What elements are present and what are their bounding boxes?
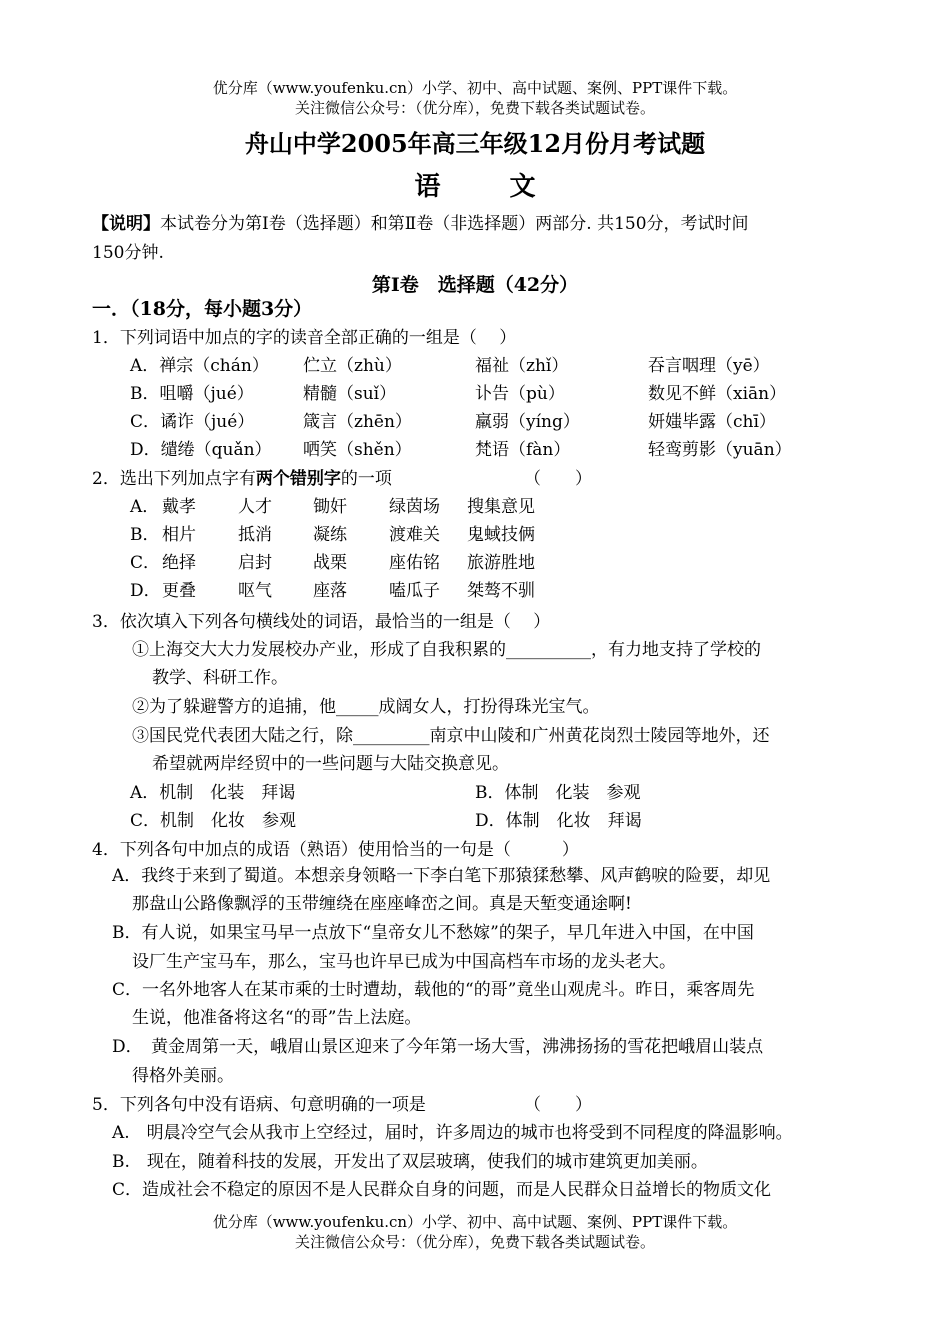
q1-row-c-2: 箴言（zhēn） bbox=[303, 412, 412, 432]
exam-title: 舟山中学2005年高三年级12月份月考试题 bbox=[244, 129, 706, 158]
q2-row-c-1: 绝择 bbox=[162, 553, 196, 573]
q1-row-a-2: 伫立（zhù） bbox=[303, 356, 402, 376]
q1-row-c-3: 羸弱（yíng） bbox=[475, 412, 580, 432]
q1-row-b-4: 数见不鲜（xiān） bbox=[648, 384, 787, 404]
q2-row-b-label: B． bbox=[130, 525, 160, 545]
q1-row-a-4: 吞言咽理（yē） bbox=[648, 356, 770, 376]
question-2-stem bbox=[92, 468, 392, 490]
q2-row-a-label: A． bbox=[130, 497, 160, 517]
q2-row-a-1: 戴孝 bbox=[162, 497, 196, 517]
q2-row-a-5: 搜集意见 bbox=[467, 497, 535, 517]
q4-option-a-line-2: 那盘山公路像飘浮的玉带缠绕在座座峰峦之间。真是天堑变通途啊! bbox=[132, 894, 632, 914]
q1-row-d-2: 哂笑（shěn） bbox=[303, 440, 412, 460]
q4-option-a-line-1: A．我终于来到了蜀道。本想亲身领略一下李白笔下那猿猱愁攀、风声鹤唳的险要，却见 bbox=[112, 866, 771, 886]
q2-answer-paren: （ ） bbox=[524, 469, 592, 489]
q4-option-b-line-2: 设厂生产宝马车，那么，宝马也许早已成为中国高档车市场的龙头老大。 bbox=[132, 952, 676, 972]
q2-row-b-1: 相片 bbox=[162, 525, 196, 545]
q1-row-c-1: C．谲诈（jué） bbox=[130, 412, 255, 432]
q3-option-b: B．体制 化装 参观 bbox=[475, 783, 641, 803]
q2-stem-emphasis: 两个错别字 bbox=[255, 469, 341, 489]
q1-row-c-4: 妍媸毕露（chī） bbox=[648, 412, 776, 432]
q4-option-b-line-1: B．有人说，如果宝马早一点放下“皇帝女儿不愁嫁”的架子，早几年进入中国，在中国 bbox=[112, 923, 754, 943]
q3-sentence-2: ②为了躲避警方的追捕，他_____成阔女人，打扮得珠光宝气。 bbox=[132, 697, 600, 717]
q5-option-b: B. 现在，随着科技的发展，开发出了双层玻璃，使我们的城市建筑更加美丽。 bbox=[112, 1152, 708, 1172]
q2-row-b-5: 鬼蜮技俩 bbox=[467, 525, 535, 545]
q2-row-d-label: D． bbox=[130, 581, 161, 601]
q2-row-b-3: 凝练 bbox=[313, 525, 347, 545]
q2-stem-part-c: 的一项 bbox=[340, 469, 392, 489]
q2-row-c-4: 座佑铭 bbox=[389, 553, 440, 573]
question-3-stem: 3．依次填入下列各句横线处的词语，最恰当的一组是（ ） bbox=[92, 612, 551, 632]
section-1-heading: 第Ⅰ卷 选择题（42分） bbox=[371, 274, 579, 296]
instructions-line-2: 150分钟. bbox=[92, 243, 164, 263]
question-1-stem: 1．下列词语中加点的字的读音全部正确的一组是（ ） bbox=[92, 328, 517, 348]
q4-option-c-line-2: 生说，他准备将这名“的哥”告上法庭。 bbox=[132, 1008, 422, 1028]
q1-row-b-1: B．咀嚼（jué） bbox=[130, 384, 254, 404]
q5-answer-paren: （ ） bbox=[524, 1095, 592, 1115]
q3-sentence-3b: 希望就两岸经贸中的一些问题与大陆交换意见。 bbox=[152, 754, 509, 774]
q2-row-b-2: 抵消 bbox=[238, 525, 272, 545]
question-5-stem: 5．下列各句中没有语病、句意明确的一项是 bbox=[92, 1095, 426, 1115]
instructions-label: 【说明】 bbox=[92, 214, 160, 234]
q4-option-d-line-1: D． 黄金周第一天，峨眉山景区迎来了今年第一场大雪，沸沸扬扬的雪花把峨眉山装点 bbox=[112, 1037, 764, 1057]
header-line-1: 优分库（www.youfenku.cn）小学、初中、高中试题、案例、PPT课件下载。 bbox=[212, 79, 738, 97]
q2-row-b-4: 渡难关 bbox=[389, 525, 440, 545]
q3-sentence-3a: ③国民党代表团大陆之行，除_________南京中山陵和广州黄花岗烈士陵园等地外，还 bbox=[132, 726, 770, 746]
q1-row-d-3: 梵语（fàn） bbox=[475, 440, 571, 460]
q3-sentence-1a: ①上海交大大力发展校办产业，形成了自我积累的__________，有力地支持了学校的 bbox=[132, 640, 761, 660]
q4-option-d-line-2: 得格外美丽。 bbox=[132, 1066, 234, 1086]
q2-row-c-3: 战栗 bbox=[313, 553, 347, 573]
instructions-line-1 bbox=[92, 213, 749, 235]
q2-row-c-5: 旅游胜地 bbox=[467, 553, 535, 573]
q2-row-d-5: 桀骜不驯 bbox=[467, 581, 535, 601]
q2-row-c-label: C． bbox=[130, 553, 161, 573]
header-line-2: 关注微信公众号：（优分库），免费下载各类试题试卷。 bbox=[294, 99, 655, 117]
q5-option-c: C．造成社会不稳定的原因不是人民群众自身的问题，而是人民群众日益增长的物质文化 bbox=[112, 1180, 772, 1200]
q2-row-d-4: 嗑瓜子 bbox=[389, 581, 440, 601]
q3-option-a: A．机制 化装 拜谒 bbox=[130, 783, 296, 803]
q2-row-a-4: 绿茵场 bbox=[389, 497, 440, 517]
instructions-text: 本试卷分为第Ⅰ卷（选择题）和第Ⅱ卷（非选择题）两部分. 共150分，考试时间 bbox=[160, 214, 749, 234]
footer-line-2: 关注微信公众号：（优分库），免费下载各类试题试卷。 bbox=[294, 1233, 655, 1251]
q2-row-a-3: 锄奸 bbox=[313, 497, 347, 517]
q3-option-c: C．机制 化妆 参观 bbox=[130, 811, 297, 831]
q2-row-d-1: 更叠 bbox=[162, 581, 196, 601]
q2-row-d-3: 座落 bbox=[313, 581, 347, 601]
q1-row-b-2: 精髓（suǐ） bbox=[303, 384, 397, 404]
subject-title: 语 文 bbox=[414, 172, 566, 202]
q2-row-d-2: 呕气 bbox=[238, 581, 272, 601]
q2-row-a-2: 人才 bbox=[238, 497, 272, 517]
q1-row-d-1: D．缱绻（quǎn） bbox=[130, 440, 272, 460]
q4-option-c-line-1: C．一名外地客人在某市乘的士时遭劫，载他的“的哥”竟坐山观虎斗。昨日，乘客周先 bbox=[112, 980, 755, 1000]
q3-sentence-1b: 教学、科研工作。 bbox=[152, 668, 288, 688]
q1-row-b-3: 讣告（pù） bbox=[475, 384, 565, 404]
q5-option-a: A. 明晨冷空气会从我市上空经过，届时，许多周边的城市也将受到不同程度的降温影响。 bbox=[112, 1123, 793, 1143]
q1-row-d-4: 轻鸾剪影（yuān） bbox=[648, 440, 792, 460]
q1-row-a-3: 福祉（zhǐ） bbox=[475, 356, 569, 376]
q2-stem-part-a: 2．选出下列加点字有 bbox=[92, 469, 256, 489]
q2-row-c-2: 启封 bbox=[238, 553, 272, 573]
footer-line-1: 优分库（www.youfenku.cn）小学、初中、高中试题、案例、PPT课件下载。 bbox=[212, 1213, 738, 1231]
q3-option-d: D．体制 化妆 拜谒 bbox=[475, 811, 642, 831]
question-4-stem: 4．下列各句中加点的成语（熟语）使用恰当的一句是（ ） bbox=[92, 840, 579, 860]
part-1-heading: 一．（18分，每小题3分） bbox=[92, 298, 313, 320]
q1-row-a-1: A．禅宗（chán） bbox=[130, 356, 269, 376]
